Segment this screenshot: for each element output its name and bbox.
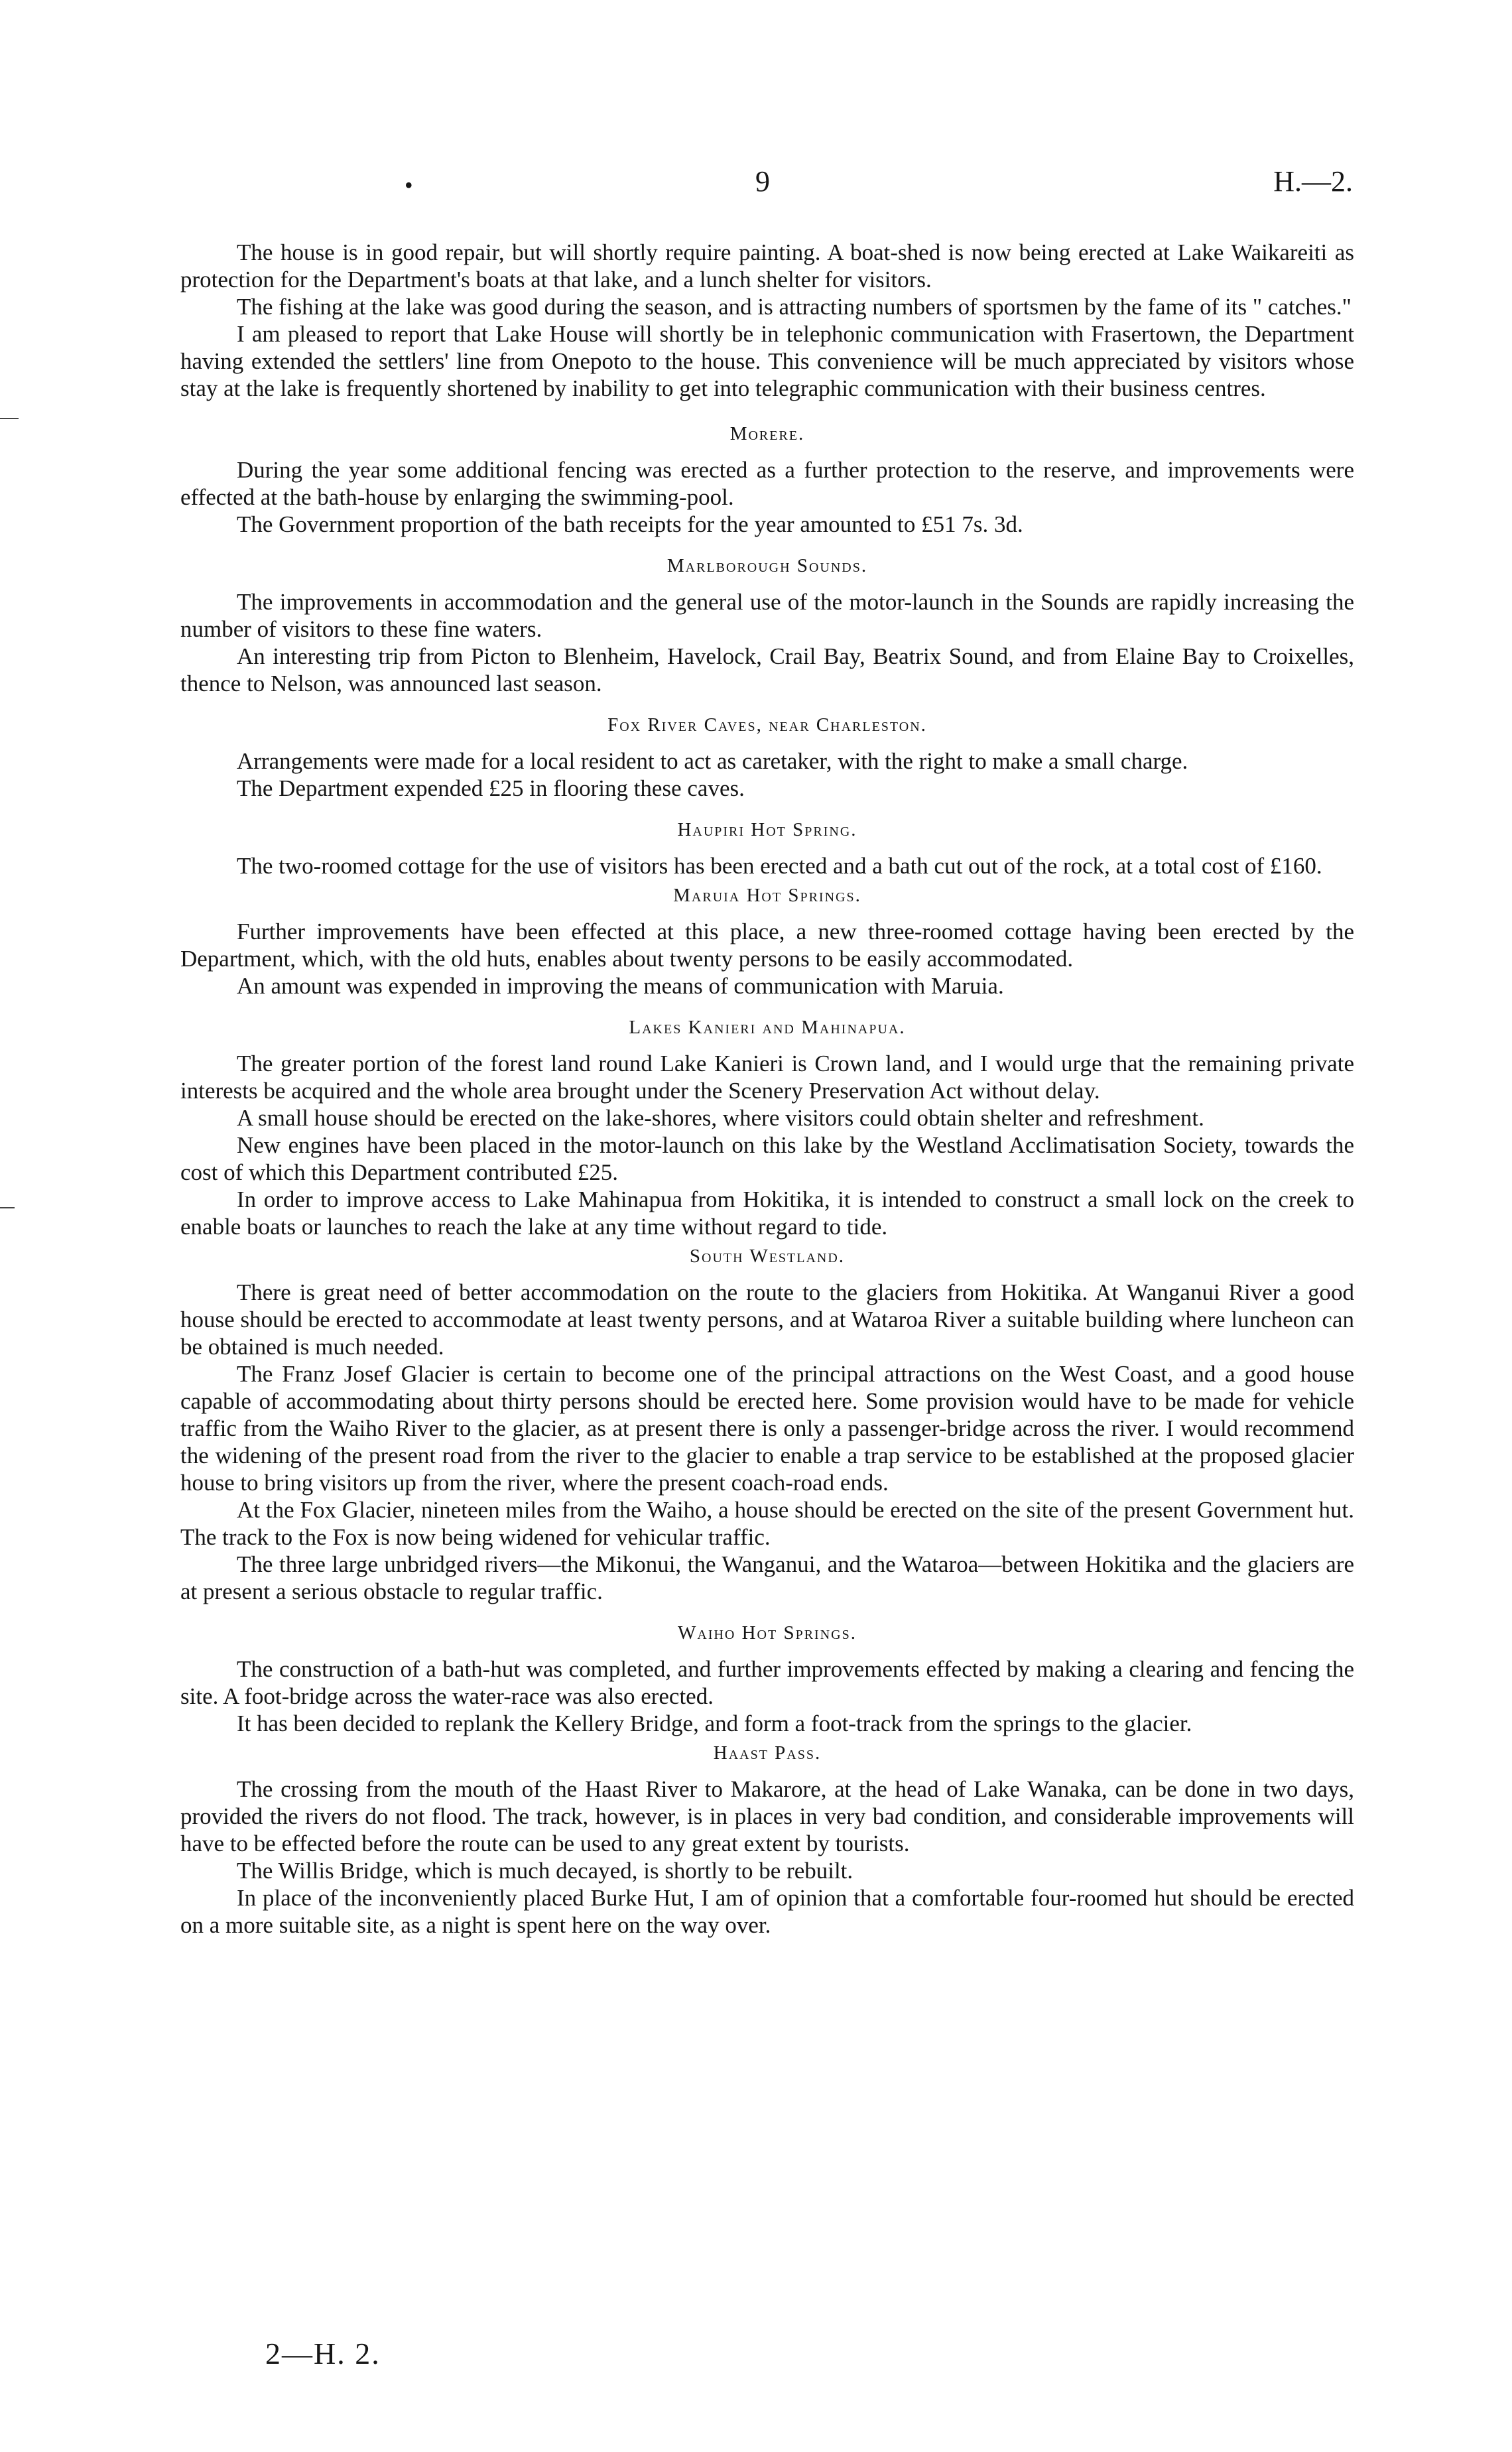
paragraph: The fishing at the lake was good during the season, and is attracting numbers of sportsmen by the fame of its " catches." bbox=[237, 294, 1352, 320]
section-haast-pass bbox=[180, 1740, 1354, 1939]
section-heading: Fox River Caves, near Charleston. bbox=[607, 714, 927, 736]
paragraph: An interesting trip from Picton to Blenheim, Havelock, Crail Bay, Beatrix Sound, and from Elaine Bay to Croixelles, thence to Nelson, was announced last season. bbox=[180, 643, 1354, 696]
section-haupiri-hot-spring bbox=[180, 816, 1354, 879]
stray-print-mark: • bbox=[405, 172, 413, 198]
page-header bbox=[0, 164, 1512, 218]
margin-scan-mark bbox=[0, 1207, 15, 1208]
paragraph: An amount was expended in improving the means of communication with Maruia. bbox=[237, 973, 1004, 999]
paragraph: The house is in good repair, but will shortly require painting. A boat-shed is now being erected at Lake Waikareiti as protection for the Department's boats at that lake, and a lunch shelter for visitors. bbox=[180, 239, 1354, 292]
paragraph: Further improvements have been effected at this place, a new three-roomed cottage having been erected by the Department, which, with the old huts, enables about twenty persons to be easily accommodated. bbox=[180, 919, 1354, 972]
paragraph: The three large unbridged rivers—the Mikonui, the Wanganui, and the Wataroa—between Hokitika and the glaciers are at present a serious obstacle to regular traffic. bbox=[180, 1551, 1354, 1604]
section-fox-river-caves bbox=[180, 712, 1354, 802]
paragraph: Arrangements were made for a local resident to act as caretaker, with the right to make a small charge. bbox=[237, 748, 1188, 774]
paragraph: I am pleased to report that Lake House will shortly be in telephonic communication with Frasertown, the Department having extended the settlers' line from Onepoto to the house. This convenience will be much appreciated by visitors whose stay at the lake is frequently shortened by inability to get into telegraphic communication with their business centres. bbox=[180, 321, 1354, 401]
section-heading: Morere. bbox=[729, 423, 805, 444]
page-number: 9 bbox=[755, 165, 770, 198]
section-heading: Waiho Hot Springs. bbox=[678, 1622, 857, 1644]
paragraph: At the Fox Glacier, nineteen miles from the Waiho, a house should be erected on the site of the present Government hut. The track to the Fox is now being widened for vehicular traffic. bbox=[180, 1497, 1354, 1550]
paragraph: New engines have been placed in the motor-launch on this lake by the Westland Acclimatisation Society, towards the cost of which this Department contributed £25. bbox=[180, 1132, 1354, 1185]
paragraph: There is great need of better accommodation on the route to the glaciers from Hokitika. At Wanganui River a good house should be erected to accommodate at least twenty persons, and at Wataroa River a suitable building where luncheon can be obtained is much needed. bbox=[180, 1279, 1354, 1360]
paragraph: The two-roomed cottage for the use of visitors has been erected and a bath cut out of the rock, at a total cost of £160. bbox=[237, 853, 1322, 879]
section-maruia-hot-springs bbox=[180, 882, 1354, 1000]
section-heading: South Westland. bbox=[689, 1246, 846, 1267]
section-morere bbox=[180, 420, 1354, 538]
section-heading: Lakes Kanieri and Mahinapua. bbox=[629, 1017, 906, 1038]
paragraph: The greater portion of the forest land round Lake Kanieri is Crown land, and I would urge that the remaining private interests be acquired and the whole area brought under the Scenery Preservation Act without delay. bbox=[180, 1051, 1354, 1104]
section-lakes-kanieri-mahinapua bbox=[180, 1014, 1354, 1240]
section-waiho-hot-springs bbox=[180, 1620, 1354, 1737]
document-reference: H.—2. bbox=[1273, 165, 1353, 198]
paragraph: The crossing from the mouth of the Haast River to Makarore, at the head of Lake Wanaka, can be done in two days, provided the rivers do not flood. The track, however, is in places in very bad condition, and considerable improvements will have to be effected before the route can be used to any great extent by tourists. bbox=[180, 1776, 1354, 1856]
paragraph: The construction of a bath-hut was completed, and further improvements effected by making a clearing and fencing the site. A foot-bridge across the water-race was also erected. bbox=[180, 1656, 1354, 1709]
paragraph: The improvements in accommodation and the general use of the motor-launch in the Sounds are rapidly increasing the number of visitors to these fine waters. bbox=[180, 589, 1354, 642]
printer-signature-mark: 2—H. 2. bbox=[265, 2337, 381, 2370]
section-heading: Haupiri Hot Spring. bbox=[677, 819, 857, 840]
paragraph: The Government proportion of the bath receipts for the year amounted to £51 7s. 3d. bbox=[237, 511, 1023, 537]
body-text bbox=[180, 239, 1354, 1939]
section-heading: Marlborough Sounds. bbox=[666, 555, 868, 576]
margin-scan-mark bbox=[0, 418, 19, 419]
paragraph: The Department expended £25 in flooring these caves. bbox=[237, 775, 745, 801]
paragraph: In order to improve access to Lake Mahinapua from Hokitika, it is intended to construct a small lock on the creek to enable boats or launches to reach the lake at any time without regard to tide. bbox=[180, 1187, 1354, 1240]
paragraph: A small house should be erected on the lake-shores, where visitors could obtain shelter and refreshment. bbox=[237, 1105, 1204, 1131]
paragraph: The Franz Josef Glacier is certain to become one of the principal attractions on the West Coast, and a good house capable of accommodating about thirty persons should be erected here. Some provision would have to be made for vehicle traffic from the Waiho River to the glacier, as at present there is only a passenger-bridge across the river. I would recommend the widening of the present road from the river to the glacier to enable a trap service to be established at the proposed glacier house to bring visitors up from the river, where the present coach-road ends. bbox=[180, 1361, 1354, 1496]
paragraph: The Willis Bridge, which is much decayed, is shortly to be rebuilt. bbox=[237, 1858, 853, 1884]
section-marlborough-sounds bbox=[180, 552, 1354, 697]
paragraph: It has been decided to replank the Kellery Bridge, and form a foot-track from the springs to the glacier. bbox=[237, 1710, 1192, 1736]
section-heading: Maruia Hot Springs. bbox=[673, 885, 861, 906]
paragraph: In place of the inconveniently placed Burke Hut, I am of opinion that a comfortable four-roomed hut should be erected on a more suitable site, as a night is spent here on the way over. bbox=[180, 1885, 1354, 1938]
section-heading: Haast Pass. bbox=[713, 1742, 822, 1764]
section-lake-house bbox=[180, 239, 1354, 402]
section-south-westland bbox=[180, 1243, 1354, 1605]
paragraph: During the year some additional fencing was erected as a further protection to the reserve, and improvements were effected at the bath-house by enlarging the swimming-pool. bbox=[180, 457, 1354, 510]
